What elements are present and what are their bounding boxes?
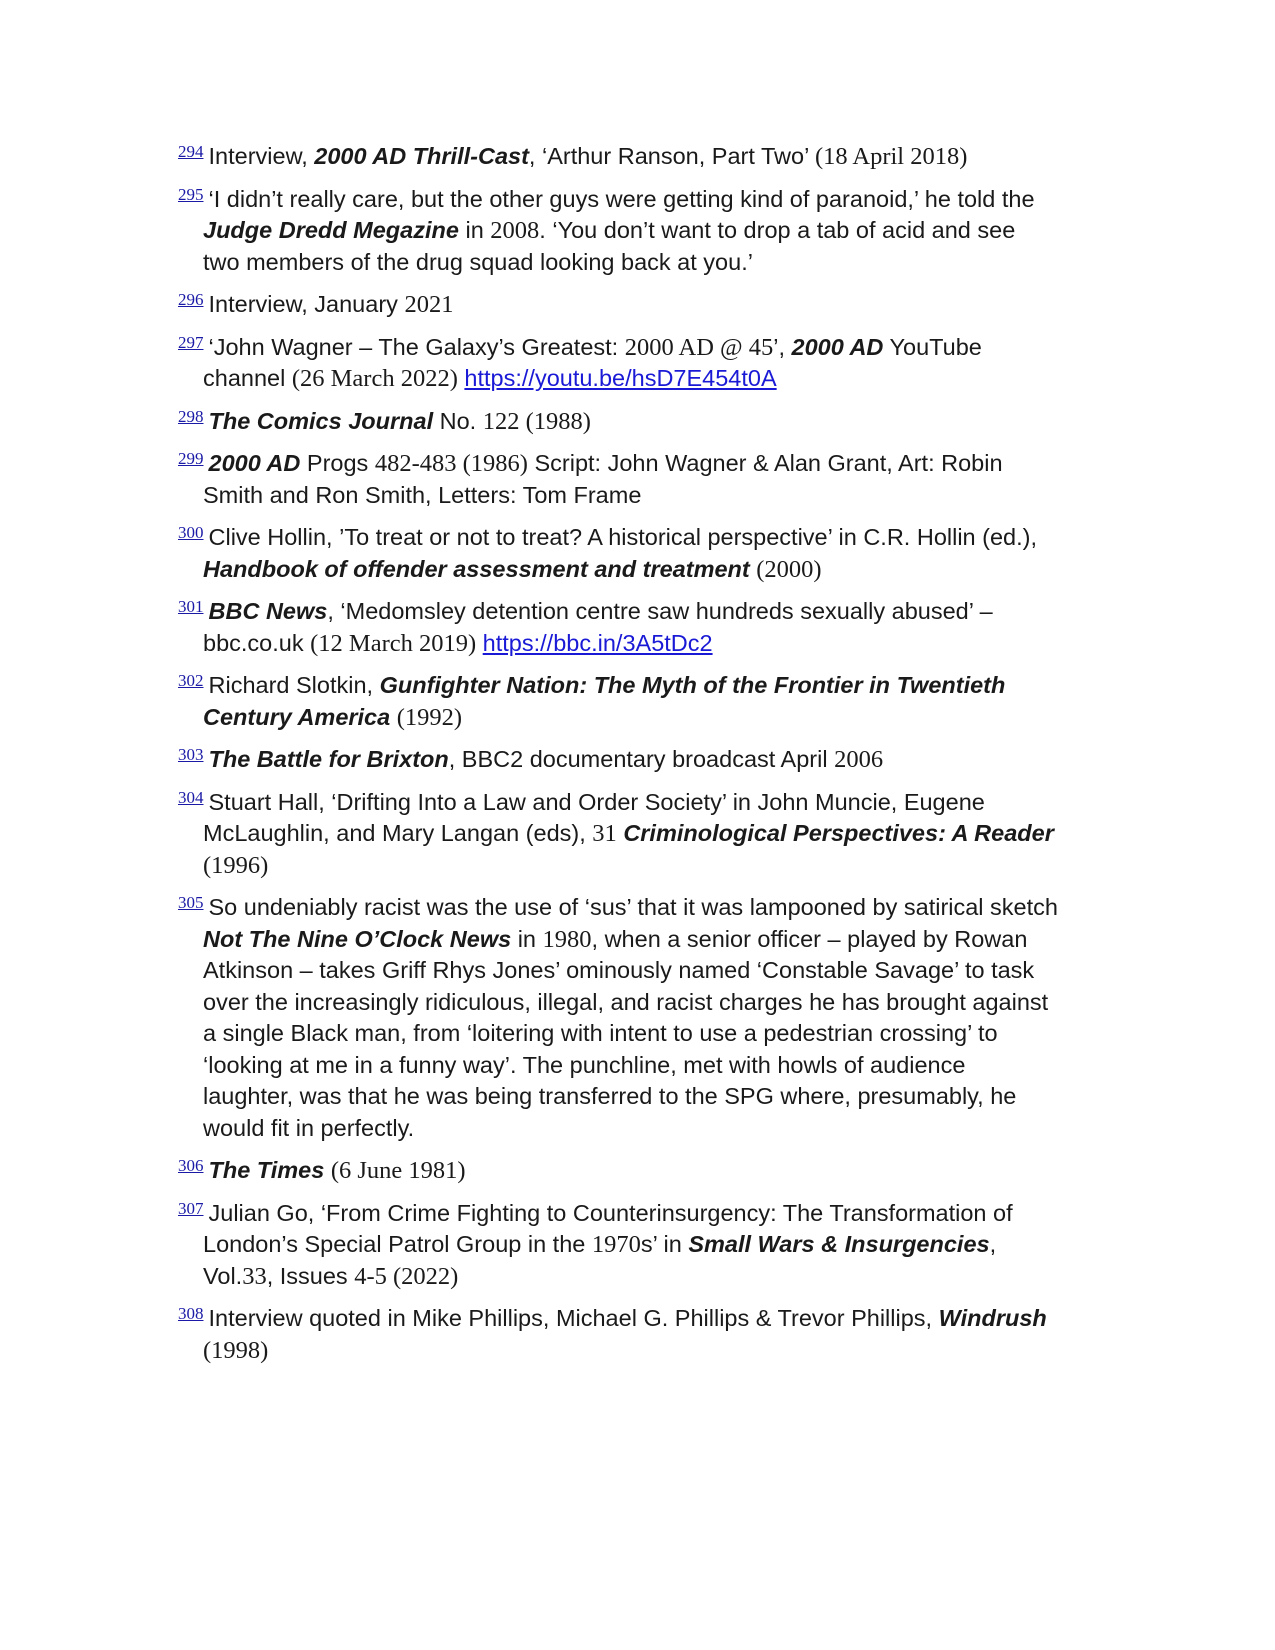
date-number-text: 4-5 (2022) (354, 1262, 459, 1290)
endnote-number-link[interactable]: 301 (178, 597, 204, 616)
publication-title: Criminological Perspectives: A Reader (623, 820, 1054, 846)
endnote-text: Julian Go, ‘From Crime Fighting to Counterinsurgency: The Transformation of London’s Special Patrol Group in the (203, 1199, 1013, 1257)
endnote-number-link[interactable]: 307 (178, 1198, 204, 1218)
endnote-text: Interview, January (208, 291, 405, 317)
endnote-307 (178, 1198, 1058, 1293)
endnote-number-link[interactable]: 295 (178, 184, 204, 204)
publication-title: BBC News (208, 598, 328, 624)
endnote-number-link[interactable]: 300 (178, 523, 204, 542)
date-number-text: 122 (1988) (482, 407, 591, 435)
date-number-text: 1970 (591, 1231, 641, 1258)
publication-title: The Battle for Brixton (208, 746, 449, 772)
endnote-number-link[interactable]: 297 (178, 332, 204, 352)
endnote-text: YouTube channel (203, 333, 982, 391)
endnote-text: s’ in (640, 1231, 689, 1257)
endnote-305 (178, 892, 1058, 1144)
date-number-text: (2000) (756, 555, 822, 583)
endnote-304 (178, 787, 1058, 882)
endnote-300 (178, 522, 1058, 585)
date-number-text: 2008 (490, 217, 540, 244)
endnote-number-link[interactable]: 299 (178, 449, 204, 468)
endnote-number-link[interactable]: 304 (178, 787, 204, 807)
publication-title: Handbook of offender assessment and treatment (203, 555, 750, 582)
publication-title: Small Wars & Insurgencies (688, 1231, 990, 1257)
endnote-text: , Issues (266, 1262, 355, 1289)
date-number-text: 2000 AD @ 45 (624, 333, 774, 361)
date-number-text: 31 (592, 820, 617, 847)
endnote-text: , ‘Arthur Ranson, Part Two’ (528, 143, 815, 169)
endnote-text: Stuart Hall, ‘Drifting Into a Law and Order Society’ in John Muncie, Eugene McLaughlin, and Mary Langan (eds), (203, 788, 985, 846)
date-number-text: (1992) (396, 703, 463, 731)
date-number-text: 482-483 (1986) (374, 450, 528, 477)
date-number-text: (1996) (203, 851, 269, 879)
publication-title: The Comics Journal (208, 407, 434, 434)
endnote-text: Richard Slotkin, (208, 672, 380, 698)
endnote-number-link[interactable]: 303 (178, 745, 204, 764)
url-link[interactable]: https://bbc.in/3A5tDc2 (482, 629, 713, 656)
endnote-number-link[interactable]: 298 (178, 406, 204, 426)
endnote-308 (178, 1303, 1058, 1366)
endnote-303 (178, 744, 1058, 776)
endnote-number-link[interactable]: 296 (178, 290, 204, 309)
endnote-text: ‘John Wagner – The Galaxy’s Greatest: (208, 333, 625, 360)
endnote-301 (178, 596, 1058, 659)
endnote-text: Script: John Wagner & Alan Grant, Art: Robin Smith and Ron Smith, Letters: Tom Frame (203, 450, 1003, 508)
date-number-text: (6 June 1981) (330, 1157, 466, 1184)
endnote-295 (178, 184, 1058, 279)
endnotes-list (178, 141, 1058, 1377)
endnote-296 (178, 289, 1058, 321)
endnote-number-link[interactable]: 308 (178, 1304, 204, 1323)
endnote-text: . ‘You don’t want to drop a tab of acid and see two members of the drug squad looking back at you.’ (203, 217, 1016, 275)
endnote-text: Interview, (208, 143, 315, 169)
endnote-text: , when a senior officer – played by Rowan Atkinson – takes Griff Rhys Jones’ ominously named ‘Constable Savage’ to task over the increasingly ridiculous, illegal, and racist charges he has brought against a single Black man, from ‘loitering with intent to use a pedestrian crossing’ to ‘looking at me in a funny way’. The punchline, met with howls of audience laughter, was that he was being transferred to the SPG where, presumably, he would fit in perfectly. (203, 925, 1049, 1141)
publication-title: Judge Dredd Megazine (203, 217, 459, 243)
date-number-text: 33 (242, 1262, 267, 1290)
endnote-text: in (511, 925, 543, 952)
endnote-297 (178, 332, 1058, 395)
publication-title: Not The Nine O’Clock News (203, 925, 512, 952)
endnote-294 (178, 141, 1058, 173)
date-number-text: (12 March 2019) (310, 629, 477, 657)
publication-title: The Times (208, 1157, 325, 1183)
endnote-298 (178, 406, 1058, 438)
endnote-text: Clive Hollin, ’To treat or not to treat? A historical perspective’ in C.R. Hollin (ed.), (208, 524, 1038, 550)
endnote-text: in (458, 217, 491, 243)
endnote-306 (178, 1155, 1058, 1187)
endnote-text: No. (433, 407, 483, 434)
publication-title: 2000 AD (208, 450, 301, 476)
date-number-text: 2021 (404, 291, 454, 318)
date-number-text: 1980 (542, 925, 592, 953)
endnote-number-link[interactable]: 305 (178, 893, 204, 912)
endnote-text: Progs (300, 450, 375, 476)
endnote-number-link[interactable]: 306 (178, 1156, 204, 1175)
publication-title: 2000 AD (791, 333, 884, 360)
endnote-text: Interview quoted in Mike Phillips, Michael G. Phillips & Trevor Phillips, (208, 1305, 939, 1331)
endnote-number-link[interactable]: 302 (178, 671, 204, 690)
endnote-text: ’, (773, 333, 792, 360)
endnote-text: , ‘Medomsley detention centre saw hundreds sexually abused’ – bbc.co.uk (203, 598, 993, 656)
endnote-text: , Vol. (203, 1231, 997, 1289)
endnote-text: ‘I didn’t really care, but the other guys were getting kind of paranoid,’ he told the (208, 185, 1035, 212)
date-number-text: (26 March 2022) (291, 365, 458, 392)
publication-title: Gunfighter Nation: The Myth of the Frontier in Twentieth Century America (203, 672, 1006, 730)
date-number-text: 2006 (834, 746, 884, 773)
publication-title: 2000 AD Thrill-Cast (314, 143, 529, 169)
date-number-text: (1998) (203, 1336, 269, 1364)
url-link[interactable]: https://youtu.be/hsD7E454t0A (464, 365, 777, 391)
endnote-302 (178, 670, 1058, 733)
endnote-number-link[interactable]: 294 (178, 142, 204, 161)
date-number-text: (18 April 2018) (814, 143, 968, 170)
publication-title: Windrush (938, 1305, 1047, 1331)
endnote-text: So undeniably racist was the use of ‘sus’ that it was lampooned by satirical sketch (208, 894, 1058, 920)
endnote-299 (178, 448, 1058, 511)
endnote-text: , BBC2 documentary broadcast April (448, 746, 835, 772)
